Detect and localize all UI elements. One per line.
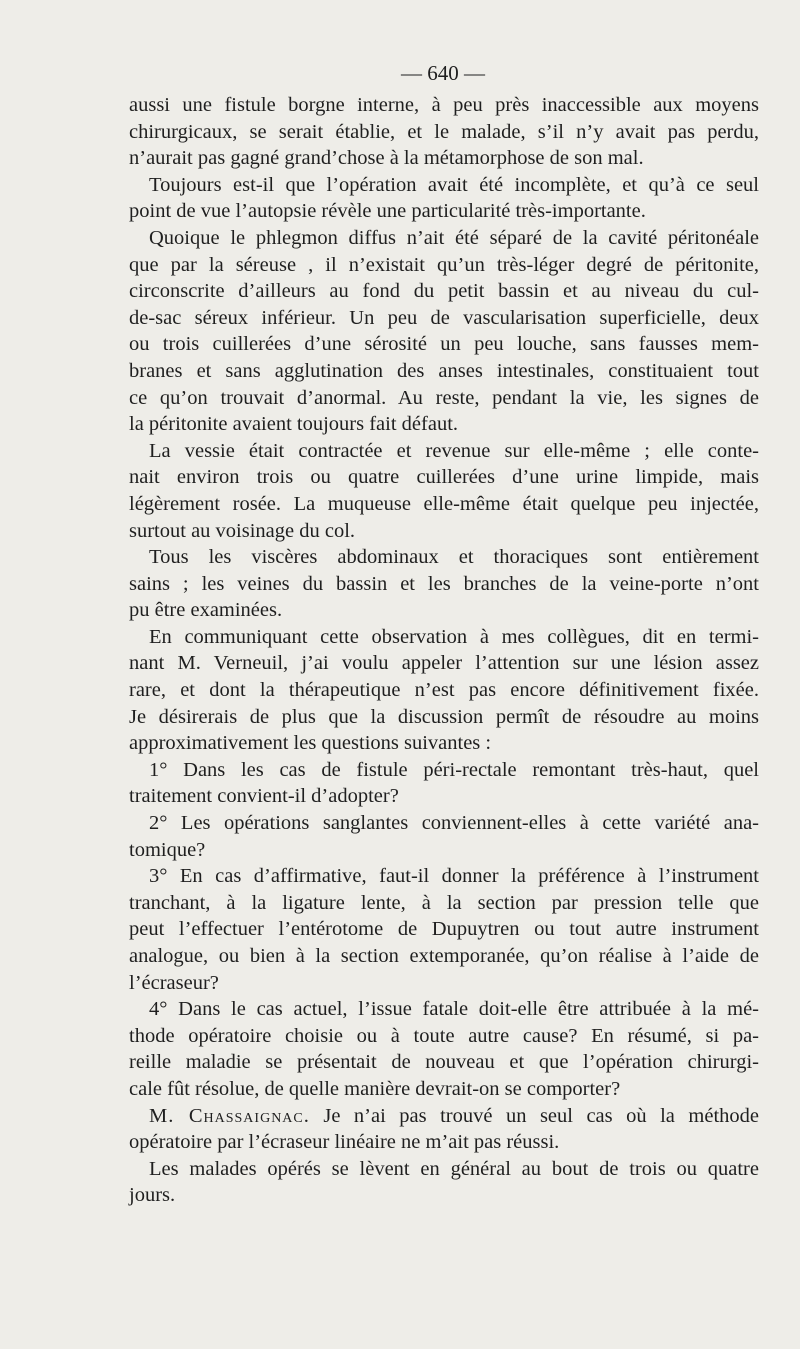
text-line: l’écraseur? <box>129 971 219 994</box>
text-line: nait environ trois ou quatre cuillerées d’une urine limpide, mais <box>129 466 759 489</box>
text-line: traitement convient-il d’adopter? <box>129 785 399 808</box>
text-line: chirurgicaux, se serait établie, et le malade, s’il n’y avait pas perdu, <box>129 120 759 143</box>
question-3-line: 3° En cas d’affirmative, faut-il donner la préférence à l’instrument <box>149 865 759 888</box>
text-line: de-sac séreux inférieur. Un peu de vascularisation superficielle, deux <box>129 306 759 329</box>
paragraph-start-line: Quoique le phlegmon diffus n’ait été séparé de la cavité péritonéale <box>149 226 759 249</box>
text-line: légèrement rosée. La muqueuse elle-même était quelque peu injectée, <box>129 492 759 515</box>
text-line: nant M. Verneuil, j’ai voulu appeler l’attention sur une lésion assez <box>129 652 759 675</box>
paragraph-start-line: Toujours est-il que l’opération avait été incomplète, et qu’à ce seul <box>149 173 759 196</box>
paragraph-start-line: La vessie était contractée et revenue sur elle-même ; elle conte- <box>149 439 759 462</box>
question-2-line: 2° Les opérations sanglantes conviennent-elles à cette variété ana- <box>149 812 759 835</box>
speaker-name: M. Chassaignac. <box>149 1104 310 1127</box>
speaker-text: Je n’ai pas trouvé un seul cas où la méthode <box>309 1104 759 1127</box>
text-line: approximativement les questions suivantes : <box>129 732 492 755</box>
page-number: — 640 — <box>401 61 485 85</box>
text-line: cale fût résolue, de quelle manière devrait-on se comporter? <box>129 1077 621 1100</box>
paragraph-start-line: Les malades opérés se lèvent en général au bout de trois ou quatre <box>149 1157 759 1180</box>
speaker-line <box>129 1103 759 1130</box>
text-line: point de vue l’autopsie révèle une particularité très-importante. <box>129 200 646 223</box>
text-line: thode opératoire choisie ou à toute autre cause? En résumé, si pa- <box>129 1024 759 1047</box>
text-line: n’aurait pas gagné grand’chose à la métamorphose de son mal. <box>129 147 644 170</box>
text-line: ce qu’on trouvait d’anormal. Au reste, pendant la vie, les signes de <box>129 386 759 409</box>
question-1-line: 1° Dans les cas de fistule péri-rectale remontant très-haut, quel <box>149 758 759 781</box>
text-line: analogue, ou bien à la section extemporanée, qu’on réalise à l’aide de <box>129 945 759 967</box>
text-line: la péritonite avaient toujours fait défaut. <box>129 413 459 436</box>
question-4-line: 4° Dans le cas actuel, l’issue fatale doit-elle être attribuée à la mé- <box>149 998 759 1021</box>
text-line: ou trois cuillerées d’une sérosité un peu louche, sans fausses mem- <box>129 333 759 356</box>
text-line: opératoire par l’écraseur linéaire ne m’ait pas réussi. <box>129 1131 560 1154</box>
text-line: tranchant, à la ligature lente, à la section par pression telle que <box>129 891 759 914</box>
text-line: sains ; les veines du bassin et les branches de la veine-porte n’ont <box>129 572 759 595</box>
text-line: jours. <box>129 1184 176 1207</box>
text-line: peut l’effectuer l’entérotome de Dupuytren ou tout autre instrument <box>129 918 759 941</box>
body-text <box>129 92 759 1209</box>
text-line: circonscrite d’ailleurs au fond du petit bassin et au niveau du cul- <box>129 280 759 303</box>
paragraph-start-line: En communiquant cette observation à mes collègues, dit en termi- <box>149 625 759 648</box>
text-line: branes et sans agglutination des anses intestinales, constituaient tout <box>129 359 759 382</box>
paragraph-start-line: Tous les viscères abdominaux et thoraciques sont entièrement <box>149 546 759 569</box>
text-line: reille maladie se présentait de nouveau et que l’opération chirurgi- <box>129 1051 759 1074</box>
text-line: aussi une fistule borgne interne, à peu près inaccessible aux moyens <box>129 94 759 116</box>
text-line: rare, et dont la thérapeutique n’est pas encore définitivement fixée. <box>129 679 759 702</box>
text-line: que par la séreuse , il n’existait qu’un très-léger degré de péritonite, <box>129 253 759 276</box>
text-line: tomique? <box>129 838 206 861</box>
text-line: pu être examinées. <box>129 599 283 622</box>
text-line: Je désirerais de plus que la discussion permît de résoudre au moins <box>129 705 759 728</box>
text-line: surtout au voisinage du col. <box>129 519 356 542</box>
